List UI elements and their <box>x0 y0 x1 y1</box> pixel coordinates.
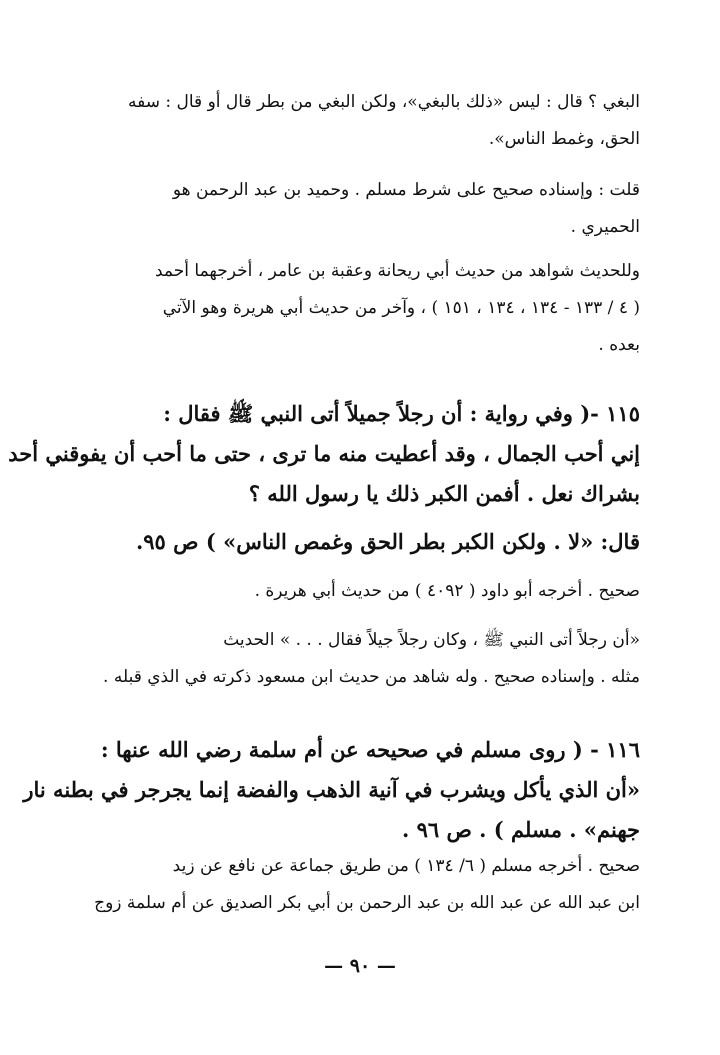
text-line: قال: «لا . ولكن الكبر بطر الحق وغمص الناس» ) ص ٩٥. <box>135 529 640 554</box>
page-number: — ٩٠ — <box>324 955 396 977</box>
text-line: «أن الذي يأكل ويشرب في آنية الذهب والفضة إنما يجرجر في بطنه نار <box>23 777 640 802</box>
text-line: صحيح . أخرجه مسلم ( ٦/ ١٣٤ ) من طريق جماعة عن نافع عن زيد <box>172 856 640 876</box>
text-line: بعده . <box>598 335 640 355</box>
text-line: بشراك نعل . أفمن الكبر ذلك يا رسول الله ؟ <box>248 481 640 506</box>
text-line: ١١٦ - ( روى مسلم في صحيحه عن أم سلمة رضي الله عنها : <box>100 737 640 762</box>
text-line: إني أحب الجمال ، وقد أعطيت منه ما ترى ، حتى ما أحب أن يفوقني أحد <box>8 441 640 466</box>
hadith-115-reply <box>92 522 640 562</box>
paragraph-commentary <box>92 84 640 158</box>
text-line: ( ٤ / ١٣٣ - ١٣٤ ، ١٣٤ ، ١٥١ ) ، وآخر من حديث أبي هريرة وهو الآتي <box>162 298 640 318</box>
text-line: ابن عبد الله عن عبد الله بن عبد الرحمن بن أبي بكر الصديق عن أم سلمة زوج <box>94 893 640 913</box>
text-line: الحق، وغمط الناس». <box>488 129 640 149</box>
hadith-116-text <box>23 730 640 850</box>
hadith-115-takhrij <box>92 573 640 610</box>
text-line: «أن رجلاً أتى النبي ﷺ ، وكان رجلاً جيلاً فقال . . . » الحديث <box>223 630 640 650</box>
text-line: البغي ؟ قال : ليس «ذلك بالبغي»، ولكن البغي من بطر قال أو قال : سفه <box>128 92 640 112</box>
text-line: قلت : وإسناده صحيح على شرط مسلم . وحميد بن عبد الرحمن هو <box>172 180 640 200</box>
text-line: صحيح . أخرجه أبو داود ( ٤٠٩٢ ) من حديث أبي هريرة . <box>254 581 640 601</box>
text-line: ١١٥ -( وفي رواية : أن رجلاً جميلاً أتى النبي ﷺ فقال : <box>163 401 640 426</box>
paragraph-isnad-note <box>92 172 640 246</box>
text-line: جهنم» . مسلم ) . ص ٩٦ . <box>401 817 640 842</box>
hadith-115-witness <box>92 622 640 696</box>
text-line: وللحديث شواهد من حديث أبي ريحانة وعقبة بن عامر ، أخرجهما أحمد <box>155 261 640 281</box>
text-line: مثله . وإسناده صحيح . وله شاهد من حديث ابن مسعود ذكرته في الذي قبله . <box>103 667 640 687</box>
hadith-116-takhrij <box>92 848 640 922</box>
paragraph-witnesses <box>92 253 640 364</box>
text-line: الحميري . <box>570 217 640 237</box>
hadith-115-text <box>8 394 640 514</box>
